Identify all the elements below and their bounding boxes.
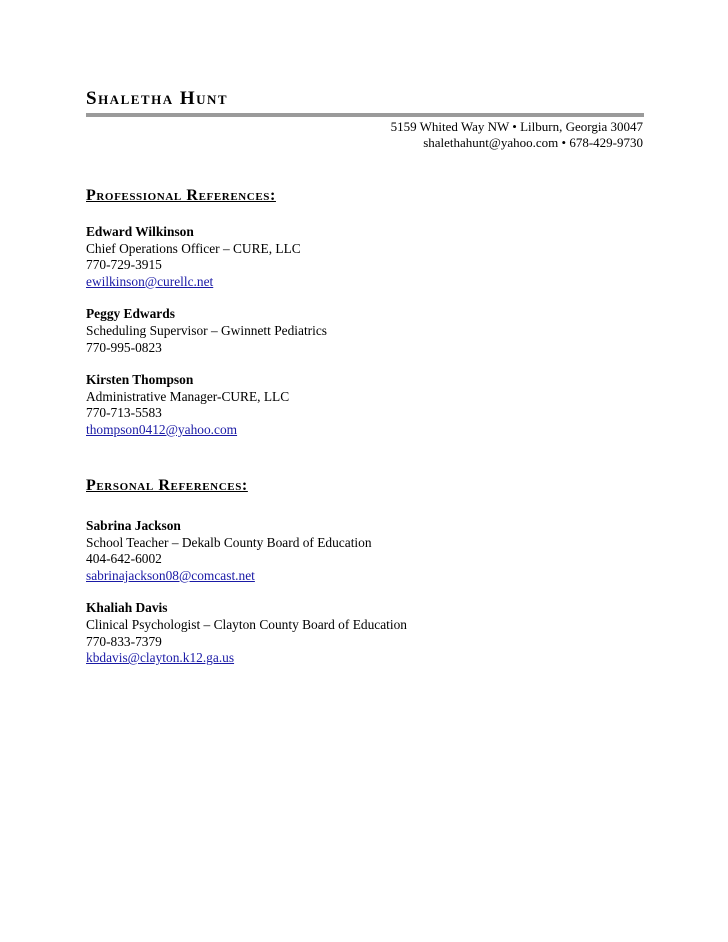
reference-phone: 770-713-5583 <box>86 405 162 421</box>
reference-entry <box>86 372 327 438</box>
reference-email-link[interactable]: kbdavis@clayton.k12.ga.us <box>86 650 235 666</box>
professional-references-list <box>86 224 327 455</box>
reference-name: Edward Wilkinson <box>86 224 194 239</box>
reference-name: Khaliah Davis <box>86 600 168 616</box>
reference-name: Peggy Edwards <box>86 306 175 322</box>
personal-references-list <box>86 518 407 683</box>
applicant-name: Shaletha Hunt <box>86 88 229 109</box>
reference-phone: 770-833-7379 <box>86 633 162 649</box>
address-line: 5159 Whited Way NW • Lilburn, Georgia 30047 <box>390 119 643 134</box>
reference-entry <box>86 518 407 584</box>
reference-title: School Teacher – Dekalb County Board of Education <box>86 534 372 550</box>
contact-line: shalethahunt@yahoo.com • 678-429-9730 <box>423 135 643 150</box>
personal-references-heading: Personal References: <box>86 477 248 494</box>
reference-title: Clinical Psychologist – Clayton County Board of Education <box>86 616 407 632</box>
reference-name: Kirsten Thompson <box>86 372 194 388</box>
reference-email-link[interactable]: ewilkinson@curellc.net <box>86 273 214 289</box>
reference-phone: 770-995-0823 <box>86 339 162 355</box>
reference-email-link[interactable]: sabrinajackson08@comcast.net <box>86 567 255 583</box>
reference-phone: 404-642-6002 <box>86 551 162 567</box>
reference-entry <box>86 224 327 290</box>
reference-entry <box>86 600 407 666</box>
professional-references-heading: Professional References: <box>86 187 276 204</box>
reference-name: Sabrina Jackson <box>86 518 181 533</box>
reference-email-link[interactable]: thompson0412@yahoo.com <box>86 421 238 437</box>
reference-title: Scheduling Supervisor – Gwinnett Pediatrics <box>86 322 327 338</box>
header-rule <box>86 113 644 117</box>
reference-entry <box>86 306 327 356</box>
reference-title: Chief Operations Officer – CURE, LLC <box>86 240 301 256</box>
reference-phone: 770-729-3915 <box>86 257 162 273</box>
contact-block <box>391 119 643 151</box>
reference-title: Administrative Manager-CURE, LLC <box>86 388 290 404</box>
